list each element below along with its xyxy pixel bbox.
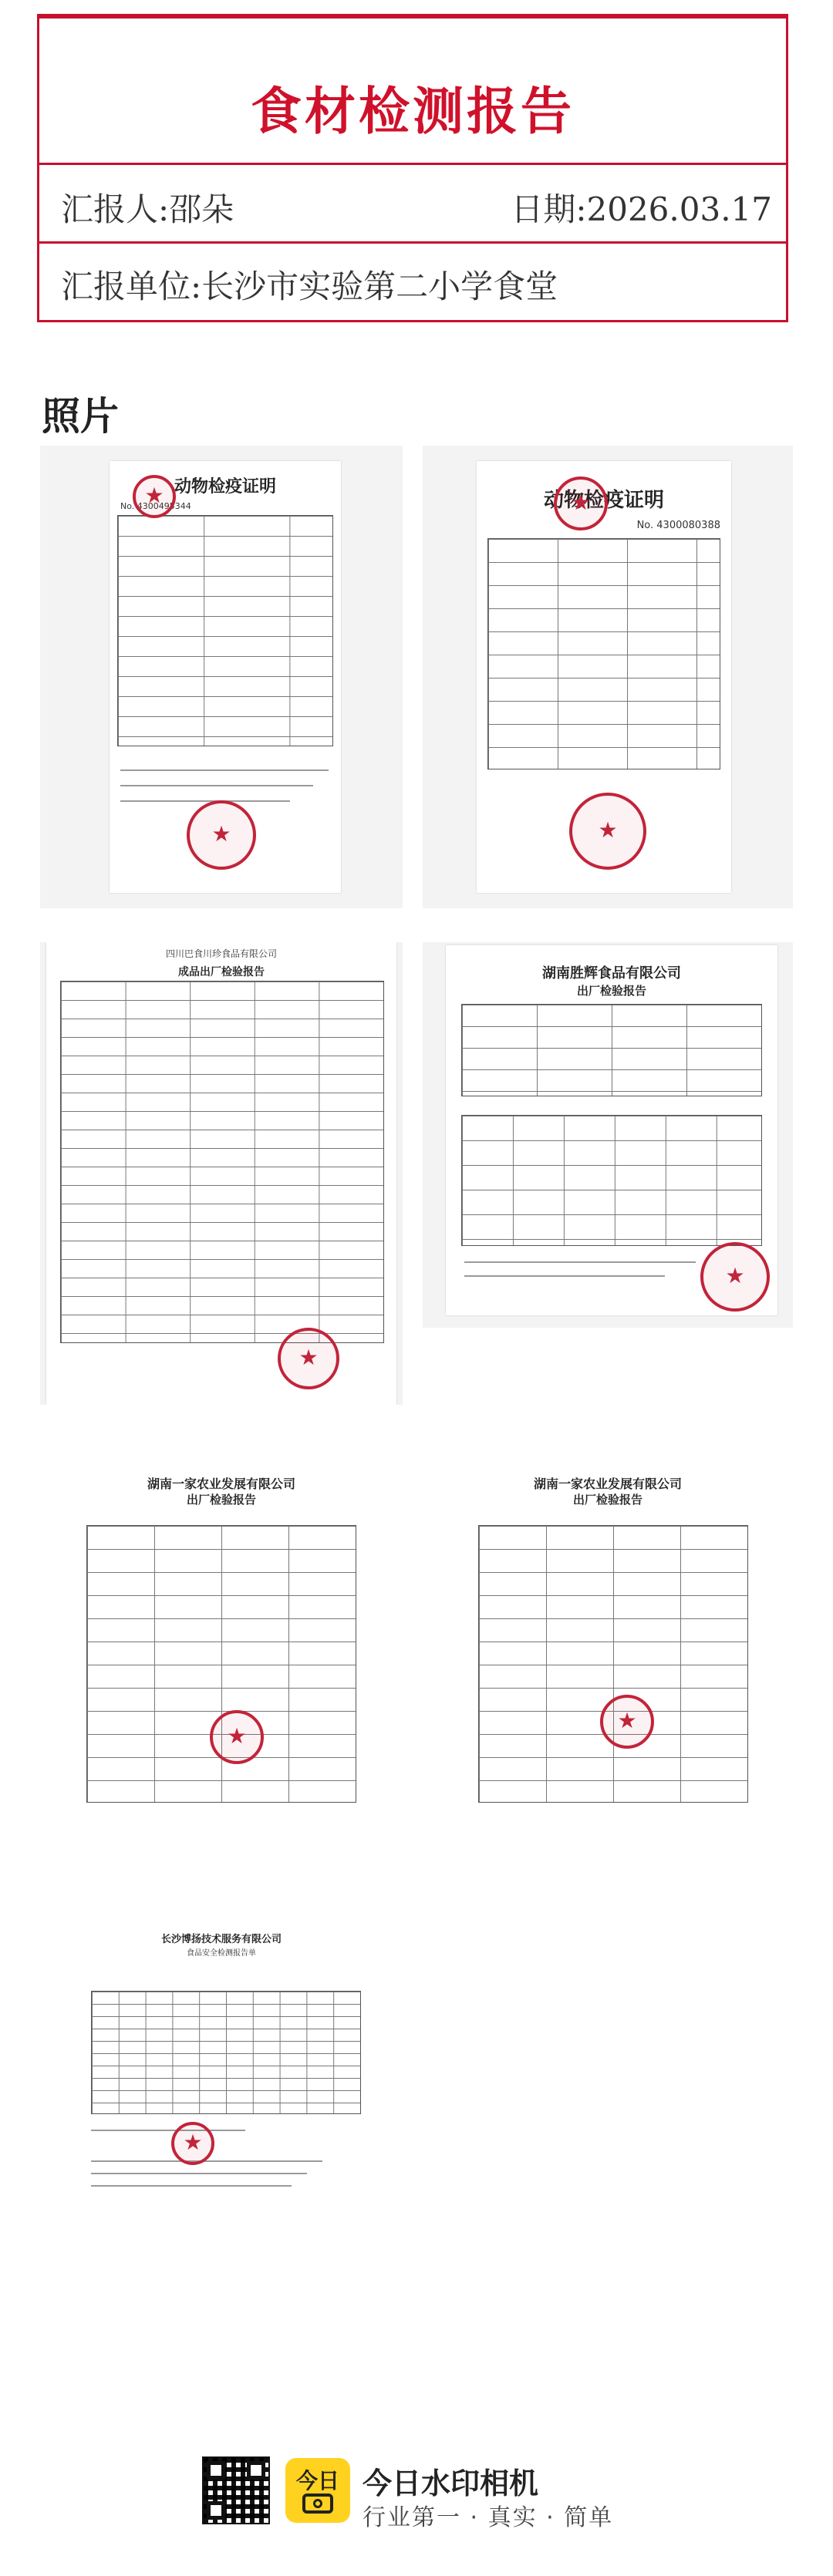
camera-icon (302, 2494, 333, 2514)
red-seal-stamp (210, 1710, 264, 1764)
brand-slogan: 行业第一 · 真实 · 简单 (363, 2504, 614, 2531)
doc-title: 食品安全检测报告单 (187, 1949, 256, 1958)
red-seal-stamp (554, 476, 608, 530)
safety-report-doc (40, 1891, 403, 2276)
report-date: 日期:2026.03.17 (511, 190, 772, 228)
photo-factory-inspection-3[interactable] (40, 1440, 403, 1857)
red-seal-stamp (569, 793, 646, 870)
photo-food-safety-report[interactable] (40, 1891, 403, 2276)
doc-table (487, 538, 720, 769)
red-seal-stamp (187, 800, 256, 870)
doc-title: 动物检疫证明 (174, 477, 276, 497)
doc-table (117, 515, 333, 746)
reporter-date-row (39, 163, 786, 244)
photo-factory-inspection-2[interactable] (423, 942, 793, 1328)
doc-title: 动物检疫证明 (543, 489, 664, 512)
report-unit: 汇报单位:长沙市实验第二小学食堂 (61, 268, 558, 305)
doc-title: 出厂检验报告 (576, 984, 646, 998)
red-seal-stamp (278, 1328, 339, 1389)
doc-table (461, 1004, 762, 1096)
red-seal-stamp (133, 475, 176, 518)
inspection-doc (423, 1440, 793, 1857)
inspection-doc (40, 1440, 403, 1857)
report-header-card (37, 14, 788, 322)
doc-number: No. 4300495344 (120, 501, 191, 511)
doc-company: 湖南胜辉食品有限公司 (542, 965, 681, 982)
doc-company: 湖南一家农业发展有限公司 (147, 1477, 295, 1491)
red-seal-stamp (600, 1695, 654, 1749)
brand-name: 今日水印相机 (363, 2467, 539, 2500)
photo-factory-inspection-4[interactable] (423, 1440, 793, 1857)
doc-table (60, 981, 384, 1343)
doc-number: No. 4300080388 (636, 520, 720, 531)
red-seal-stamp (171, 2122, 214, 2165)
photo-animal-quarantine-1[interactable] (40, 446, 403, 908)
doc-company: 长沙博扬技术服务有限公司 (160, 1934, 282, 1945)
photo-factory-inspection-1[interactable] (40, 942, 403, 1405)
report-title: 食材检测报告 (251, 81, 575, 141)
photo-animal-quarantine-2[interactable] (423, 446, 793, 908)
inspection-doc (46, 942, 396, 1405)
doc-table (478, 1525, 748, 1803)
inspection-doc (446, 945, 777, 1315)
doc-title: 出厂检验报告 (572, 1493, 642, 1507)
qr-code (202, 2456, 270, 2524)
doc-company: 四川巴食川珍食品有限公司 (165, 948, 277, 959)
doc-company: 湖南一家农业发展有限公司 (533, 1477, 682, 1491)
quarantine-doc (110, 461, 341, 893)
red-seal-stamp (700, 1242, 770, 1312)
doc-title: 成品出厂检验报告 (178, 966, 265, 978)
doc-table (86, 1525, 356, 1803)
logo-text: 今日 (295, 2468, 339, 2494)
doc-table (461, 1115, 762, 1246)
title-band (39, 16, 786, 165)
watermark-camera-logo (285, 2458, 350, 2523)
quarantine-doc (477, 461, 731, 893)
reporter-name: 汇报人:邵朵 (61, 190, 234, 228)
doc-table (91, 1991, 361, 2114)
doc-title: 出厂检验报告 (186, 1493, 256, 1507)
photos-section-label: 照片 (42, 394, 119, 439)
